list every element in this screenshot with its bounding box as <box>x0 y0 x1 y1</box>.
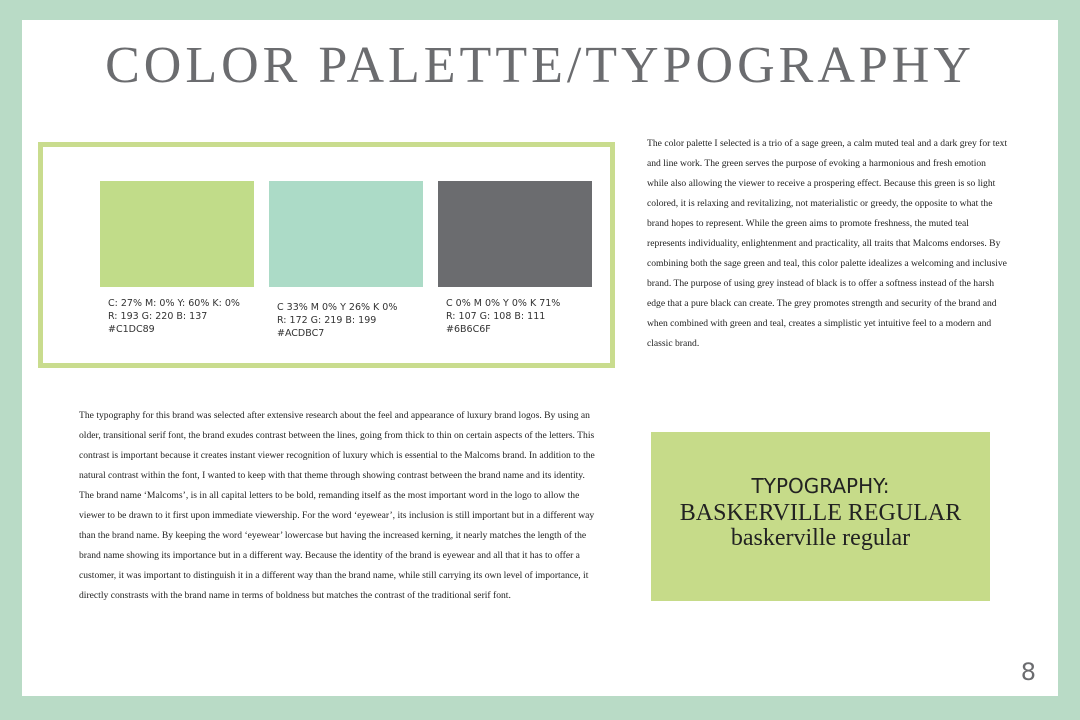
typography-sample-box <box>651 432 990 601</box>
swatch-hex: #6B6C6F <box>446 324 491 335</box>
swatch-cmyk: C 33% M 0% Y 26% K 0% <box>277 302 398 313</box>
swatch-label-muted-teal <box>277 301 442 340</box>
palette-description: The color palette I selected is a trio of a sage green, a calm muted teal and a dark grey for text and line work. The green serves the purpose of evoking a harmonious and fresh emotion while also allowing the viewer to receive a prospering effect. Because this green is so light colored, it is relaxing and revitalizing, not materialistic or greedy, the opposite to what the brand hopes to represent. While the green aims to promote freshness, the muted teal represents individuality, enlightenment and practicality, all traits that Malcoms endorses. By combining both the sage green and teal, this color palette idealizes a welcoming and inclusive brand. The purpose of using grey instead of black is to offer a softness instead of the harsh edge that a pure black can create. The grey promotes strength and security of the brand and when combined with green and teal, creates a simplistic yet intuitive feel to a modern and classic brand. <box>647 138 1008 349</box>
color-palette-box <box>38 142 615 368</box>
swatch-hex: #C1DC89 <box>108 324 155 335</box>
swatch-rgb: R: 172 G: 219 B: 199 <box>277 315 377 326</box>
swatch-muted-teal <box>269 181 423 287</box>
typography-description: The typography for this brand was selected after extensive research about the feel and appearance of luxury brand logos. By using an older, transitional serif font, the brand exudes contrast between the lines, going from thick to thin on certain aspects of the letters. This contrast is important because it creates instant viewer recognition of luxury which is essential to the Malcoms brand. In addition to the natural contrast within the font, I wanted to keep with that theme through showing contrast between the brand name and its identity. The brand name ‘Malcoms’, is in all capital letters to be bold, remanding itself as the most important word in the logo to allow the viewer to be drawn to it first upon immediate viewership. For the word ‘eyewear’, its inclusion is still important but in a different way than the brand name. By keeping the word ‘eyewear’ lowercase but having the increased kerning, it nearly matches the length of the brand name showing its importance but in a different way. Because the identity of the brand is eyewear and all that it has to offer a customer, it was important to distinguish it in a different way than the brand name, while still carrying its own level of importance, it directly constrasts with the brand name in terms of boldness but matches the contrast of the traditional serif font. <box>79 410 595 601</box>
swatch-label-sage-green <box>108 297 273 336</box>
swatch-label-dark-grey <box>446 297 611 336</box>
swatch-rgb: R: 107 G: 108 B: 111 <box>446 311 546 322</box>
page-number: 8 <box>1020 658 1036 686</box>
swatch-dark-grey <box>438 181 592 287</box>
typography-uppercase-sample: BASKERVILLE REGULAR <box>679 500 962 526</box>
document-page <box>22 20 1058 696</box>
swatch-cmyk: C: 27% M: 0% Y: 60% K: 0% <box>108 298 240 309</box>
swatch-rgb: R: 193 G: 220 B: 137 <box>108 311 208 322</box>
typography-heading: TYPOGRAPHY: <box>751 474 890 498</box>
swatch-sage-green <box>100 181 254 287</box>
swatch-hex: #ACDBC7 <box>277 328 325 339</box>
typography-lowercase-sample: baskerville regular <box>730 525 911 551</box>
swatch-cmyk: C 0% M 0% Y 0% K 71% <box>446 298 561 309</box>
page-title: COLOR PALETTE/TYPOGRAPHY <box>105 37 975 94</box>
